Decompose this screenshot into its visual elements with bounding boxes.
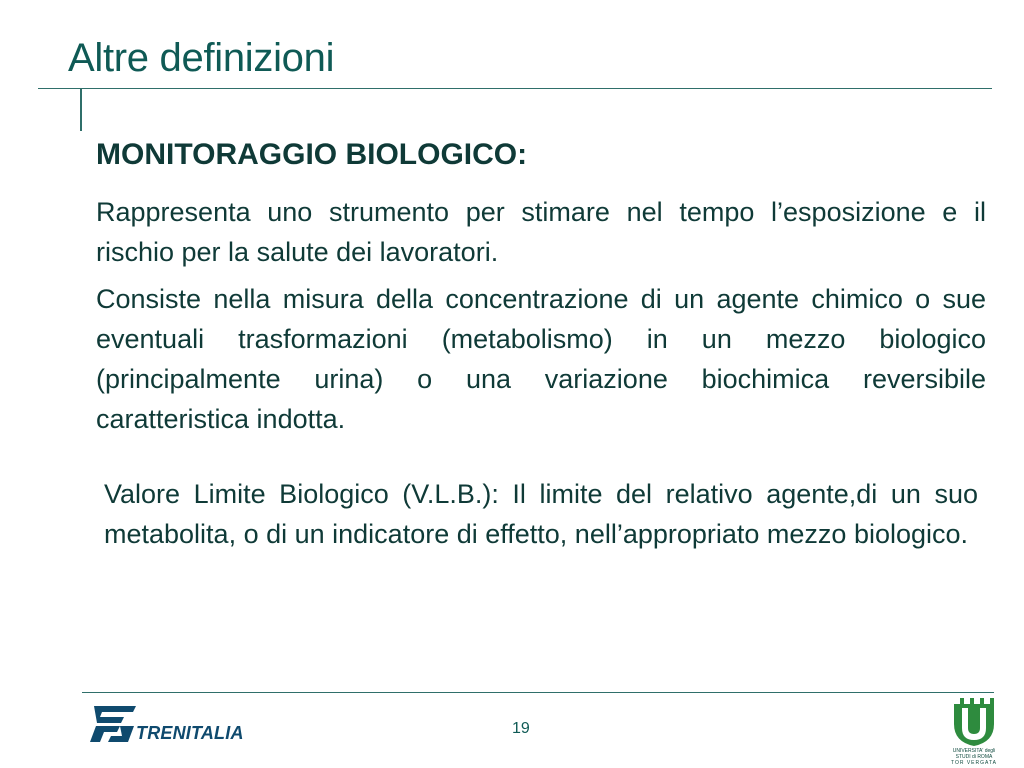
university-logo (946, 694, 1002, 768)
footer-divider (82, 692, 994, 693)
paragraph-definition: Rappresenta uno strumento per stimare nel tempo l’esposizione e il rischio per la salute dei lavoratori. (96, 197, 986, 267)
page-number: 19 (512, 720, 530, 737)
title-divider (38, 88, 992, 89)
trenitalia-wordmark: TRENITALIA (136, 723, 244, 743)
trenitalia-logo (84, 700, 254, 750)
slide-title: Altre definizioni (68, 36, 335, 80)
paragraph-vlb: Valore Limite Biologico (V.L.B.): Il limite del relativo agente,di un suo metabolita, o di un indicatore di effetto, nell’appropriato mezzo biologico. (104, 479, 978, 549)
tor-vergata-crest-icon (946, 694, 1002, 748)
university-name: UNIVERSITA' degli STUDI di ROMA TOR VERGATA (950, 748, 997, 766)
trenitalia-fs-icon (84, 700, 144, 748)
title-accent-line (80, 89, 82, 131)
paragraph-description: Consiste nella misura della concentrazione di un agente chimico o sue eventuali trasformazioni (metabolismo) in un mezzo biologico (principalmente urina) o una variazione biochimica reversibile caratteristica indotta. (96, 284, 986, 434)
section-heading: MONITORAGGIO BIOLOGICO: (96, 138, 528, 171)
